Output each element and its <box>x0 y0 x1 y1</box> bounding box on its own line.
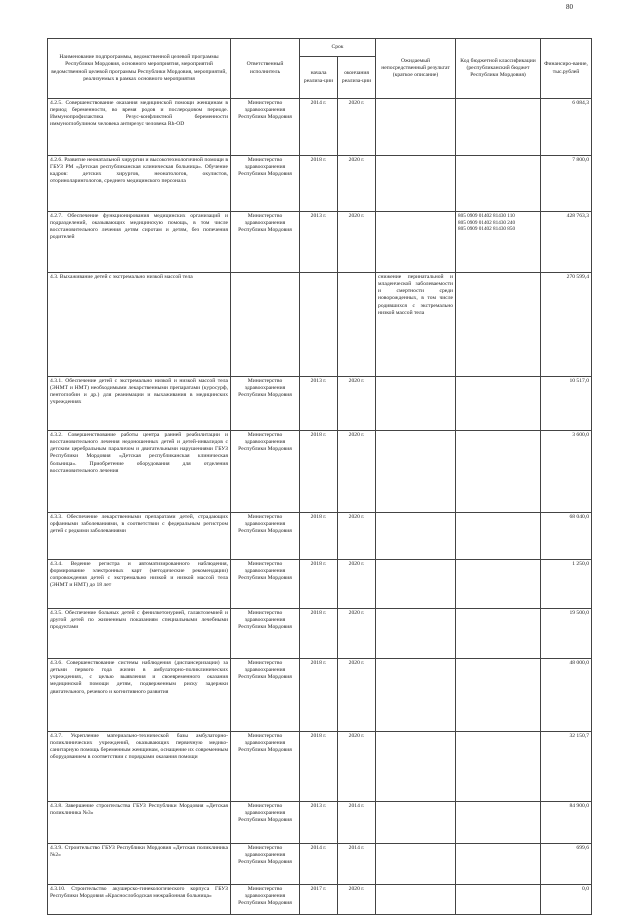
cell-result <box>376 802 456 844</box>
cell-code <box>456 560 541 609</box>
cell-finance: 428 763,3 <box>541 212 592 273</box>
table-row <box>48 732 592 802</box>
cell-end: 2020 г. <box>338 513 376 560</box>
cell-finance: 3 600,0 <box>541 431 592 513</box>
cell-executor <box>231 273 300 377</box>
cell-executor: Министерство здравоохранения Республики Мордовия <box>231 377 300 431</box>
cell-end: 2020 г. <box>338 156 376 212</box>
cell-code <box>456 885 541 915</box>
cell-executor: Министерство здравоохранения Республики Мордовия <box>231 802 300 844</box>
table-row <box>48 377 592 431</box>
cell-finance: 1 250,0 <box>541 560 592 609</box>
cell-code <box>456 844 541 885</box>
cell-code: 805 0909 01402 81430 110 805 0909 01402 81430 240 805 0909 01402 81430 850 <box>456 212 541 273</box>
cell-code <box>456 802 541 844</box>
cell-code <box>456 273 541 377</box>
cell-start: 2018 г. <box>300 659 338 732</box>
cell-name: 4.3.2. Совершенствование работы центра ранней реабилитации и восстановительного лечения недоношенных детей и детей-инвалидов с детским церебральным параличом и двигательными нарушениями ГБУЗ Республики Мордовия «Детская республиканская клиническая больница». Приобретение оборудования для отделения восстановительного лечения <box>48 431 231 513</box>
cell-start: 2013 г. <box>300 802 338 844</box>
cell-code <box>456 609 541 659</box>
cell-finance: 7 800,0 <box>541 156 592 212</box>
cell-start: 2018 г. <box>300 732 338 802</box>
cell-finance: 19 500,0 <box>541 609 592 659</box>
cell-executor: Министерство здравоохранения Республики Мордовия <box>231 609 300 659</box>
cell-finance: 699,6 <box>541 844 592 885</box>
cell-end: 2020 г. <box>338 212 376 273</box>
cell-finance: 6 084,3 <box>541 99 592 156</box>
cell-end: 2020 г. <box>338 560 376 609</box>
table-row <box>48 609 592 659</box>
table-row <box>48 99 592 156</box>
cell-finance: 32 150,7 <box>541 732 592 802</box>
header-code: Код бюджетной классификации (республиканский бюджет Республики Мордовия) <box>456 39 541 99</box>
cell-start: 2014 г. <box>300 844 338 885</box>
cell-end: 2014 г. <box>338 802 376 844</box>
cell-end: 2020 г. <box>338 99 376 156</box>
cell-code <box>456 377 541 431</box>
cell-code <box>456 513 541 560</box>
table-row <box>48 802 592 844</box>
table-row <box>48 885 592 915</box>
header-end: окончания реализа-ции <box>338 57 376 99</box>
cell-start: 2017 г. <box>300 885 338 915</box>
cell-result <box>376 156 456 212</box>
cell-executor: Министерство здравоохранения Республики Мордовия <box>231 844 300 885</box>
cell-result <box>376 885 456 915</box>
table-body <box>48 99 592 915</box>
cell-result <box>376 99 456 156</box>
cell-result <box>376 659 456 732</box>
cell-end: 2020 г. <box>338 431 376 513</box>
cell-start: 2018 г. <box>300 609 338 659</box>
cell-executor: Министерство здравоохранения Республики Мордовия <box>231 99 300 156</box>
cell-start: 2018 г. <box>300 156 338 212</box>
cell-executor: Министерство здравоохранения Республики Мордовия <box>231 431 300 513</box>
cell-result <box>376 732 456 802</box>
cell-name: 4.3.3. Обеспечение лекарственными препаратами детей, страдающих орфанными заболеваниями, в соответствии с федеральным регистром детей с редкими заболеваниями <box>48 513 231 560</box>
table-row <box>48 431 592 513</box>
cell-result <box>376 560 456 609</box>
cell-end: 2020 г. <box>338 609 376 659</box>
cell-name: 4.3.8. Завершение строительства ГБУЗ Республики Мордовия «Детская поликлиника №3» <box>48 802 231 844</box>
cell-start: 2018 г. <box>300 431 338 513</box>
cell-code <box>456 99 541 156</box>
program-table <box>47 38 592 915</box>
cell-executor: Министерство здравоохранения Республики Мордовия <box>231 156 300 212</box>
cell-result <box>376 212 456 273</box>
cell-end: 2020 г. <box>338 659 376 732</box>
table-row <box>48 212 592 273</box>
table-row <box>48 560 592 609</box>
cell-end <box>338 273 376 377</box>
table-row <box>48 273 592 377</box>
table-row <box>48 513 592 560</box>
cell-name: 4.2.7. Обеспечение функционирования медицинских организаций и подразделений, оказывающих медицинскую помощь, в том числе восстановительного лечения детям сиротам и детям, без попечения родителей <box>48 212 231 273</box>
cell-start: 2018 г. <box>300 560 338 609</box>
cell-executor: Министерство здравоохранения Республики Мордовия <box>231 560 300 609</box>
cell-name: 4.2.5. Совершенствование оказания медицинской помощи женщинам в период беременности, во время родов и послеродовом периоде. Иммунопрофилактика Резус-конфликтной беременности иммуноглобулином человека антирезус человека Rh-OD <box>48 99 231 156</box>
cell-executor: Министерство здравоохранения Республики Мордовия <box>231 513 300 560</box>
header-result: Ожидаемый непосредственный результат (краткое описание) <box>376 39 456 99</box>
cell-result: снижение перинатальной и младенческой заболеваемости и смертности среди новорожденных, в том числе родившихся с экстремально низкой массой тела <box>376 273 456 377</box>
cell-executor: Министерство здравоохранения Республики Мордовия <box>231 659 300 732</box>
cell-code <box>456 156 541 212</box>
cell-end: 2020 г. <box>338 732 376 802</box>
cell-name: 4.3.7. Укрепление материально-технической базы амбулаторно-поликлинических учреждений, оказывающих первичную медико-санитарную помощь беременным женщинам, оснащение их современным оборудованием в соответствии с порядками оказания помощи <box>48 732 231 802</box>
header-executor: Ответственный исполнитель <box>231 39 300 99</box>
cell-finance: 0,0 <box>541 885 592 915</box>
header-start: начала реализа-ции <box>300 57 338 99</box>
cell-code <box>456 659 541 732</box>
table-row <box>48 659 592 732</box>
cell-code <box>456 732 541 802</box>
cell-finance: 68 040,0 <box>541 513 592 560</box>
cell-result <box>376 377 456 431</box>
cell-finance: 10 517,0 <box>541 377 592 431</box>
cell-start: 2013 г. <box>300 377 338 431</box>
cell-name: 4.3.6. Совершенствование системы наблюдения (диспансеризации) за детьми первого года жизни в амбулаторно-поликлинических учреждениях, с целью выявления и своевременного оказания медицинской помощи детям, подверженным риску задержки двигательного, речевого и когнитивного развития <box>48 659 231 732</box>
cell-executor: Министерство здравоохранения Республики Мордовия <box>231 885 300 915</box>
cell-executor: Министерство здравоохранения Республики Мордовия <box>231 732 300 802</box>
cell-name: 4.3.10. Строительство акушерско-гинекологического корпуса ГБУЗ Республики Мордовия «Краснослободская межрайонная больница» <box>48 885 231 915</box>
cell-end: 2014 г. <box>338 844 376 885</box>
cell-result <box>376 431 456 513</box>
cell-finance: 48 000,0 <box>541 659 592 732</box>
cell-code <box>456 431 541 513</box>
cell-finance: 84 900,0 <box>541 802 592 844</box>
header-name: Наименование подпрограммы, ведомственной целевой программы Республики Мордовия, основного мероприятия, мероприятий ведомственной целевой программы Республики Мордовия, мероприятий, реализуемых в рамках основного мероприятия <box>48 39 231 99</box>
cell-executor: Министерство здравоохранения Республики Мордовия <box>231 212 300 273</box>
cell-name: 4.3.5. Обеспечение больных детей с фенилкетонурией, галактоземией и другой детей по жизненным показаниям специальными лечебными продуктами <box>48 609 231 659</box>
page-number: 80 <box>566 3 573 11</box>
table-row <box>48 844 592 885</box>
cell-start <box>300 273 338 377</box>
cell-name: 4.2.6. Развитие неонатальной хирургии и высокотехнологичной помощи в ГБУЗ РМ «Детская республиканская клиническая больница». Обучение кадров: детских хирургов, неонатологов, окулистов, оториноларингологов, среднего медицинского персонала <box>48 156 231 212</box>
cell-start: 2013 г. <box>300 212 338 273</box>
cell-result <box>376 844 456 885</box>
cell-finance: 270 599,4 <box>541 273 592 377</box>
cell-name: 4.3.4. Ведение регистра и автоматизированного наблюдения, формирование электронных карт (методические рекомендации) сопровождения детей с экстремально низкой и низкой массой тела (ЭНМТ и НМТ) до 18 лет <box>48 560 231 609</box>
header-term: Срок <box>300 39 376 57</box>
cell-end: 2020 г. <box>338 885 376 915</box>
cell-end: 2020 г. <box>338 377 376 431</box>
cell-name: 4.3.1. Обеспечение детей с экстремально низкой и низкой массой тела (ЭНМТ и НМТ) необходимыми лекарственными препаратами (куросурф, пентоглобин и др.) для реанимации и выхаживания в медицинских учреждениях <box>48 377 231 431</box>
table-row <box>48 156 592 212</box>
cell-start: 2018 г. <box>300 513 338 560</box>
cell-start: 2014 г. <box>300 99 338 156</box>
cell-name: 4.3. Выхаживание детей с экстремально низкой массой тела <box>48 273 231 377</box>
cell-result <box>376 609 456 659</box>
header-finance: Финансиро-вание, тыс.рублей <box>541 39 592 99</box>
cell-result <box>376 513 456 560</box>
cell-name: 4.3.9. Строительство ГБУЗ Республики Мордовия «Детская поликлиника №2» <box>48 844 231 885</box>
